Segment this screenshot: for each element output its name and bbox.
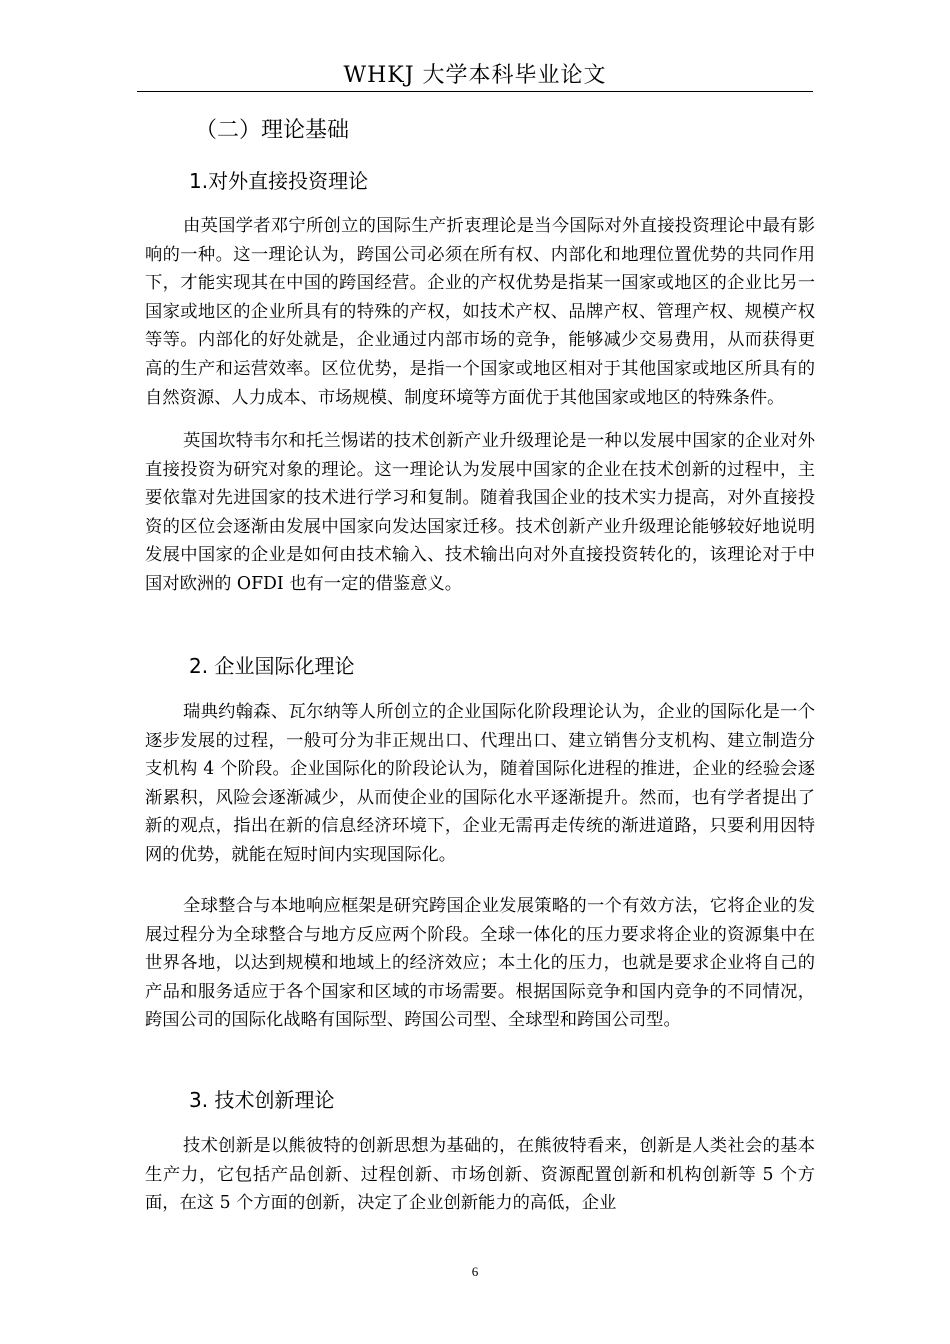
paragraph-3-1: 技术创新是以熊彼特的创新思想为基础的，在熊彼特看来，创新是人类社会的基本生产力，它包括产品创新、过程创新、市场创新、资源配置创新和机构创新等 5 个方面，在这 5 个方面的创新，决定了企业创新能力的高低，企业 (145, 1136, 815, 1214)
paragraph-1-2: 英国坎特韦尔和托兰惕诺的技术创新产业升级理论是一种以发展中国家的企业对外直接投资为研究对象的理论。这一理论认为发展中国家的企业在技术创新的过程中，主要依靠对先进国家的技术进行学习和复制。随着我国企业的技术实力提高，对外直接投资的区位会逐渐由发展中国家向发达国家迁移。技术创新产业升级理论能够较好地说明发展中国家的企业是如何由技术输入、技术输出向对外直接投资转化的，该理论对于中国对欧洲的 OFDI 也有一定的借鉴意义。 (145, 431, 815, 594)
page-number: 6 (471, 1264, 479, 1279)
subsection-title-3: 3. 技术创新理论 (189, 1088, 335, 1112)
paragraph-2-1: 瑞典约翰森、瓦尔纳等人所创立的企业国际化阶段理论认为，企业的国际化是一个逐步发展的过程，一般可分为非正规出口、代理出口、建立销售分支机构、建立制造分支机构 4 个阶段。企业国际化的阶段论认为，随着国际化进程的推进，企业的经验会逐渐累积，风险会逐渐减少，从而使企业的国际化水平逐渐提升。然而，也有学者提出了新的观点，指出在新的信息经济环境下，企业无需再走传统的渐进道路，只要利用因特网的优势，就能在短时间内实现国际化。 (145, 702, 815, 865)
running-header-title: WHKJ 大学本科毕业论文 (343, 63, 607, 88)
paragraph-2-2: 全球整合与本地响应框架是研究跨国企业发展策略的一个有效方法，它将企业的发展过程分为全球整合与地方反应两个阶段。全球一体化的压力要求将企业的资源集中在世界各地，以达到规模和地域上的经济效应；本土化的压力，也就是要求企业将自己的产品和服务适应于各个国家和区域的市场需要。根据国际竞争和国内竞争的不同情况，跨国公司的国际化战略有国际型、跨国公司型、全球型和跨国公司型。 (145, 896, 815, 1031)
subsection-title-1: 1.对外直接投资理论 (189, 169, 369, 193)
section-title: （二）理论基础 (195, 118, 350, 143)
header-rule (137, 91, 813, 92)
paragraph-1-1: 由英国学者邓宁所创立的国际生产折衷理论是当今国际对外直接投资理论中最有影响的一种。这一理论认为，跨国公司必须在所有权、内部化和地理位置优势的共同作用下，才能实现其在中国的跨国经营。企业的产权优势是指某一国家或地区的企业比另一国家或地区的企业所具有的特殊的产权，如技术产权、品牌产权、管理产权、规模产权等等。内部化的好处就是，企业通过内部市场的竞争，能够减少交易费用，从而获得更高的生产和运营效率。区位优势，是指一个国家或地区相对于其他国家或地区所具有的自然资源、人力成本、市场规模、制度环境等方面优于其他国家或地区的特殊条件。 (145, 216, 815, 408)
subsection-title-2: 2. 企业国际化理论 (189, 654, 355, 678)
